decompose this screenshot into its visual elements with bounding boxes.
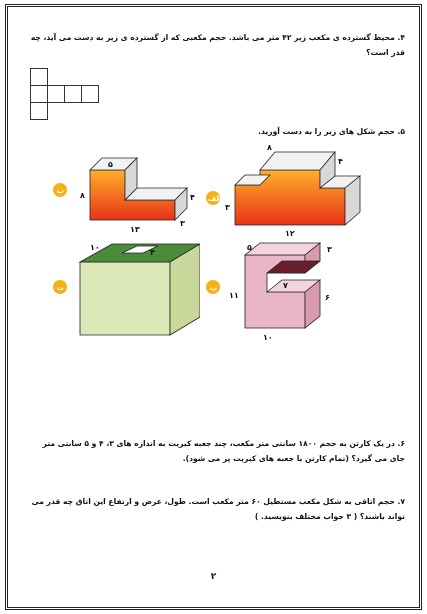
label-te-top-left: ۱۰	[90, 243, 100, 252]
figure-alef	[205, 140, 385, 240]
figure-pe	[205, 240, 385, 345]
question-4: ۴. محیط گسترده ی مکعب زیر ۴۲ متر می باشد. حجم مکعبی که از گسترده ی زیر به دست می آید، چه قدر است؟	[30, 33, 405, 57]
label-be-top: ۵	[108, 160, 113, 169]
question-6: ۶. در یک کارتن به حجم ۱۸۰۰ سانتی متر مکعب، چند جعبه کبریت به اندازه های ۳، ۴ و ۵ سانتی متر جای می گیرد؟ (تمام کارتن با جعبه های کبریت پر می شود).	[42, 439, 405, 463]
label-pe-bottom: ۱۰	[263, 333, 273, 342]
label-alef-bottom: ۱۲	[285, 229, 295, 238]
label-be-bottom: ۱۳	[130, 225, 140, 234]
label-pe-slot: ۷	[283, 281, 288, 290]
label-pe-top-left: ۵	[247, 243, 252, 252]
label-be-left: ۸	[80, 191, 85, 200]
label-te-hole: ۴	[150, 248, 155, 257]
badge-alef: الف	[208, 195, 222, 203]
page-number: ۲	[210, 572, 217, 582]
label-alef-right: ۴	[338, 157, 343, 166]
badge-te: ت	[57, 284, 65, 292]
question-7: ۷. حجم اتاقی به شکل مکعب مستطیل ۶۰ متر مکعب است. طول، عرض و ارتفاع این اتاق چه قدر می تواند باشند؟ ( ۳ جواب مختلف بنویسید. )	[31, 497, 405, 521]
label-be-depth: ۳	[180, 219, 185, 228]
cube-net	[30, 68, 106, 124]
label-pe-top-right: ۳	[327, 245, 332, 254]
badge-pe: پ	[210, 284, 218, 292]
label-alef-top: ۸	[267, 143, 272, 152]
figure-be	[50, 150, 200, 240]
question-5: ۵. حجم شکل های زیر را به دست آورید.	[258, 127, 405, 136]
label-pe-right: ۶	[325, 293, 330, 302]
label-be-step: ۴	[190, 193, 195, 202]
badge-be: ب	[57, 187, 65, 195]
label-alef-left: ۳	[225, 203, 230, 212]
label-pe-left: ۱۱	[229, 291, 239, 300]
figure-te	[50, 240, 200, 345]
